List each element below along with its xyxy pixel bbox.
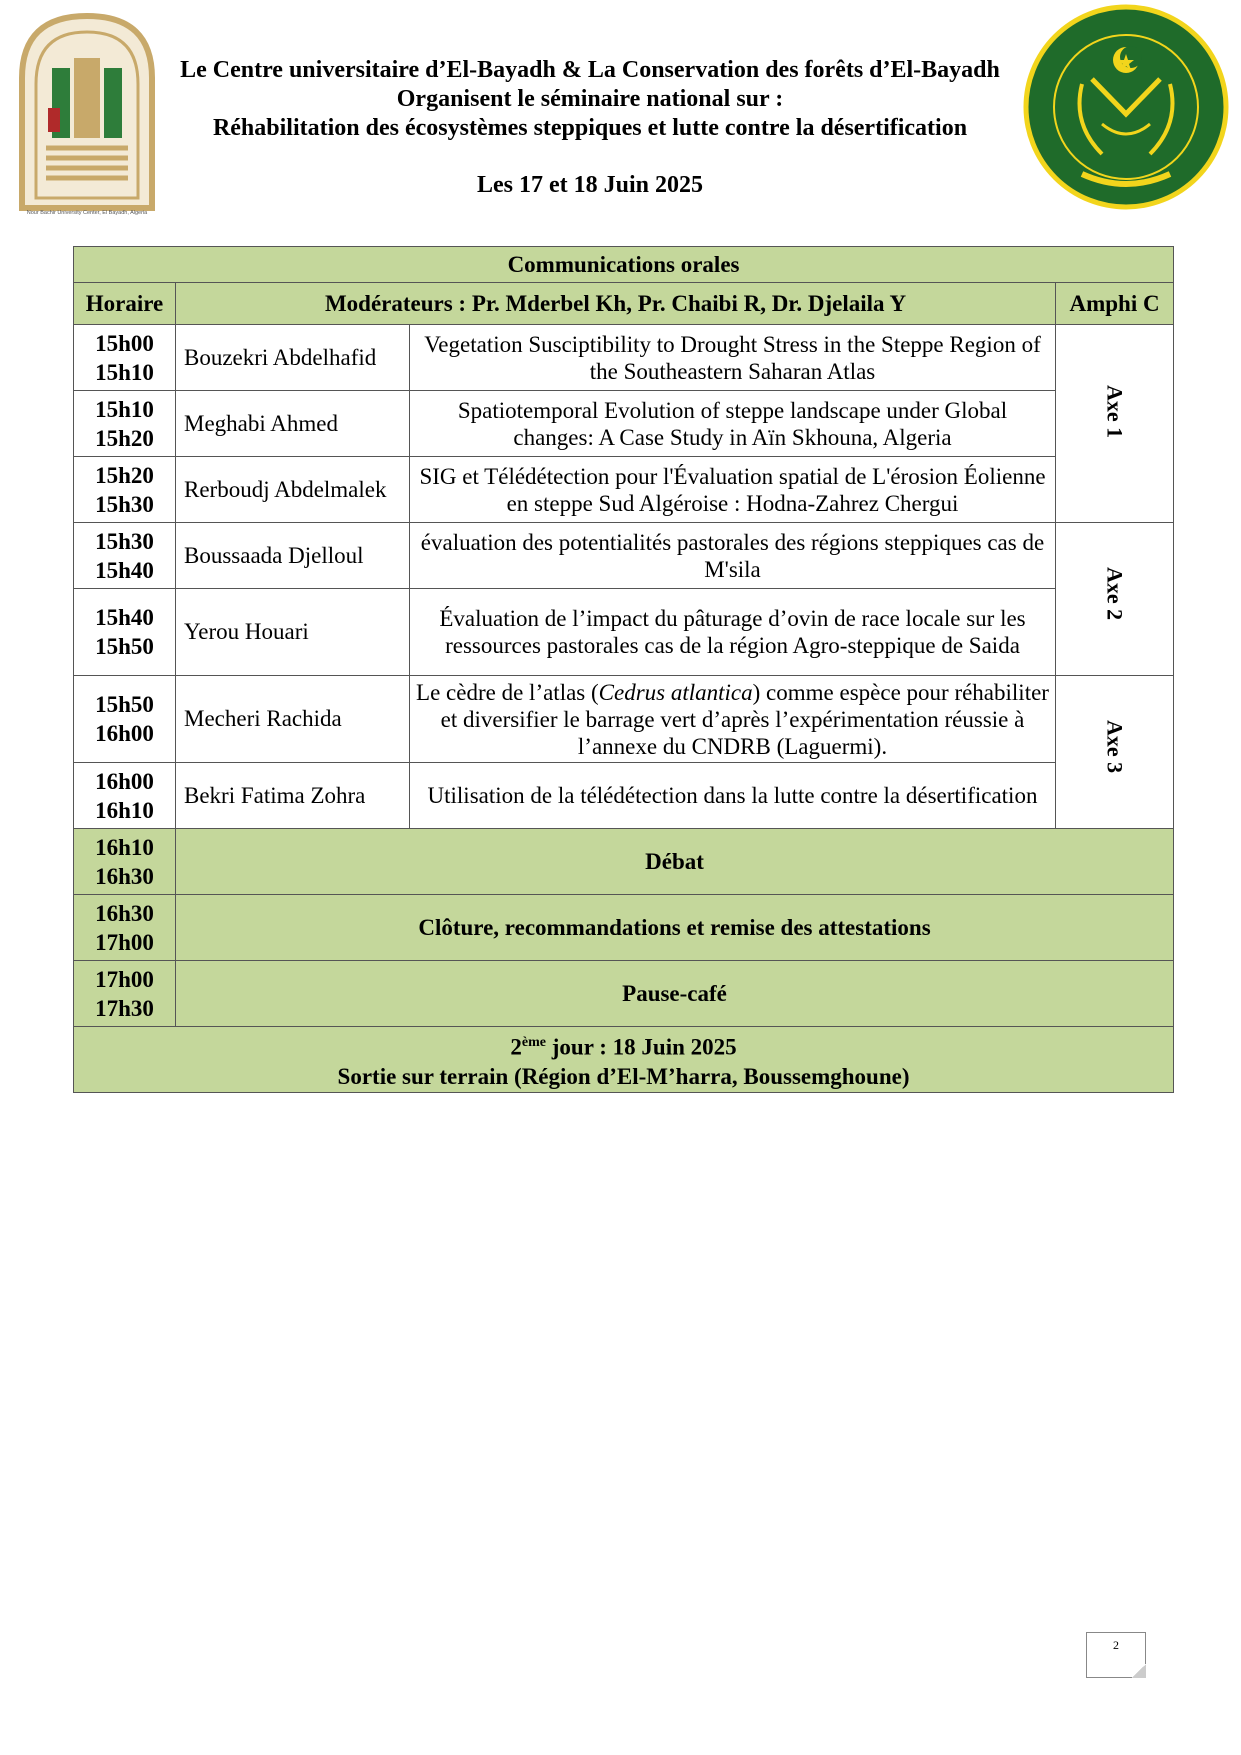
talk-row — [74, 523, 1174, 589]
time-slot: 15h10 15h20 — [74, 391, 176, 457]
time-slot: 15h40 15h50 — [74, 589, 176, 676]
talk-row — [74, 763, 1174, 829]
day2-date: 2ème jour : 18 Juin 2025 — [510, 1034, 737, 1060]
talk-title: Vegetation Susciptibility to Drought Stress in the Steppe Region of the Southeastern Saharan Atlas — [410, 325, 1056, 391]
time-slot: 16h00 16h10 — [74, 763, 176, 829]
session-label: Pause-café — [176, 961, 1174, 1027]
time-slot: 15h20 15h30 — [74, 457, 176, 523]
speaker-name: Meghabi Ahmed — [176, 391, 410, 457]
talk-title: Spatiotemporal Evolution of steppe landscape under Global changes: A Case Study in Aïn Skhouna, Algeria — [410, 391, 1056, 457]
header-row — [74, 283, 1174, 325]
talk-row — [74, 589, 1174, 676]
speaker-name: Yerou Houari — [176, 589, 410, 676]
page-number: 2 — [1086, 1632, 1146, 1678]
day2-outing: Sortie sur terrain (Région d’El-M’harra, Boussemghoune) — [337, 1063, 910, 1089]
talk-title: évaluation des potentialités pastorales des régions steppiques cas de M'sila — [410, 523, 1056, 589]
seminar-header — [160, 56, 1020, 143]
time-slot: 15h00 15h10 — [74, 325, 176, 391]
axe-1-cell — [1056, 325, 1174, 523]
talk-title: Évaluation de l’impact du pâturage d’ovin de race locale sur les ressources pastorales cas de la région Agro-steppique de Saida — [410, 589, 1056, 676]
time-slot: 16h30 17h00 — [74, 895, 176, 961]
program-table — [73, 246, 1174, 1093]
university-logo — [12, 8, 162, 220]
speaker-name: Mecheri Rachida — [176, 676, 410, 763]
talk-row — [74, 391, 1174, 457]
speaker-name: Boussaada Djelloul — [176, 523, 410, 589]
talk-row — [74, 325, 1174, 391]
talk-title: SIG et Télédétection pour l'Évaluation spatial de L'érosion Éolienne en steppe Sud Algéroise : Hodna-Zahrez Chergui — [410, 457, 1056, 523]
moderators: Modérateurs : Pr. Mderbel Kh, Pr. Chaibi R, Dr. Djelaila Y — [176, 283, 1056, 325]
header-seminar-title: Réhabilitation des écosystèmes steppiques et lutte contre la désertification — [212, 115, 968, 141]
day2-row — [74, 1027, 1174, 1093]
axe-3-cell — [1056, 676, 1174, 829]
seminar-date: Les 17 et 18 Juin 2025 — [476, 172, 703, 198]
header-organize: Organisent le séminaire national sur : — [396, 86, 784, 112]
axe-label: Axe 1 — [1102, 385, 1128, 439]
time-slot: 16h10 16h30 — [74, 829, 176, 895]
col-time-header: Horaire — [74, 283, 176, 325]
talk-title: Utilisation de la télédétection dans la lutte contre la désertification — [410, 763, 1056, 829]
talk-row — [74, 676, 1174, 763]
logo-caption: Nour Bachir University Center, El Bayadh, Algeria — [26, 210, 148, 216]
day2-info — [74, 1027, 1174, 1093]
time-slot: 15h30 15h40 — [74, 523, 176, 589]
session-row — [74, 961, 1174, 1027]
speaker-name: Rerboudj Abdelmalek — [176, 457, 410, 523]
room: Amphi C — [1056, 283, 1174, 325]
session-label: Débat — [176, 829, 1174, 895]
section-title-row — [74, 247, 1174, 283]
axe-label: Axe 3 — [1102, 720, 1128, 774]
section-title: Communications orales — [74, 247, 1174, 283]
time-slot: 15h50 16h00 — [74, 676, 176, 763]
speaker-name: Bekri Fatima Zohra — [176, 763, 410, 829]
time-slot: 17h00 17h30 — [74, 961, 176, 1027]
session-label: Clôture, recommandations et remise des attestations — [176, 895, 1174, 961]
session-row — [74, 829, 1174, 895]
forest-conservation-emblem — [1022, 4, 1230, 210]
axe-label: Axe 2 — [1102, 567, 1128, 621]
header-organizers: Le Centre universitaire d’El-Bayadh & La Conservation des forêts d’El-Bayadh — [180, 57, 1000, 83]
axe-2-cell — [1056, 523, 1174, 676]
talk-row — [74, 457, 1174, 523]
speaker-name: Bouzekri Abdelhafid — [176, 325, 410, 391]
talk-title: Le cèdre de l’atlas (Cedrus atlantica) comme espèce pour réhabiliter et diversifier le barrage vert d’après l’expérimentation réussie à l’annexe du CNDRB (Laguermi). — [410, 676, 1056, 763]
session-row — [74, 895, 1174, 961]
